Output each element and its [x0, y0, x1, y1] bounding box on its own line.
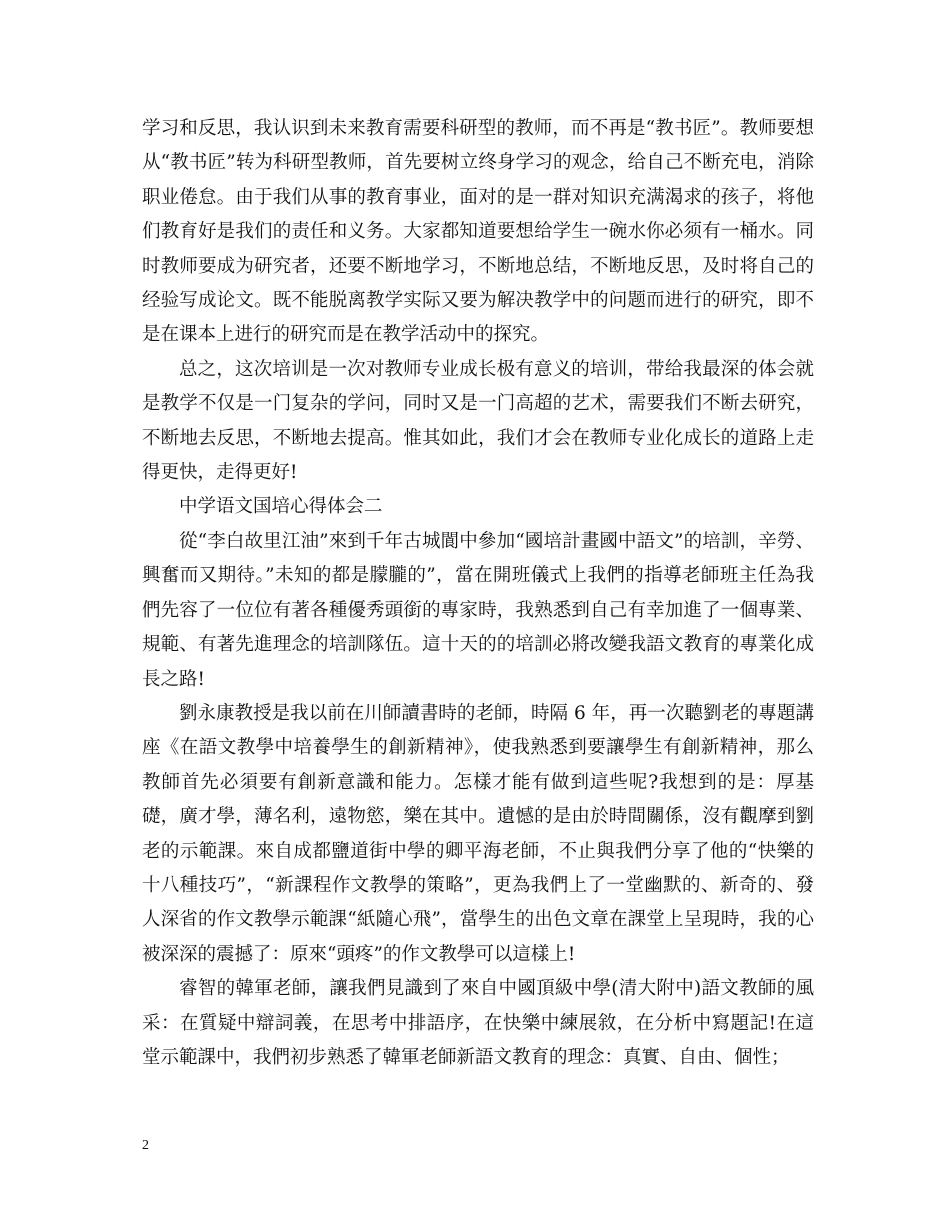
paragraph-5: 睿智的韓軍老師，讓我們見識到了來自中國頂級中學(清大附中)語文教師的風采：在質疑中辯詞義，在思考中排語序，在快樂中練展敘，在分析中寫題記!在這堂示範課中，我們初步熟悉了韓軍老師新語文教育的理念：真實、自由、個性；	[142, 978, 814, 1068]
section-heading: 中学语文国培心得体会二	[179, 496, 383, 518]
page-number: 2	[142, 1138, 149, 1153]
paragraph-3: 從“李白故里江油”來到千年古城閬中參加“國培計畫國中語文”的培訓，辛勞、興奮而又期待。”未知的都是朦朧的”，當在開班儀式上我們的指導老師班主任為我們先容了一位位有著各種優秀頭銜的專家時，我熟悉到自己有幸加進了一個專業、規範、有著先進理念的培訓隊伍。這十天的的培訓必將改變我語文教育的專業化成長之路!	[142, 530, 814, 690]
document-body	[142, 112, 814, 1075]
paragraph-2: 总之，这次培训是一次对教师专业成长极有意义的培训，带给我最深的体会就是教学不仅是一门复杂的学问，同时又是一门高超的艺术，需要我们不断去研究，不断地去反思，不断地去提高。惟其如此，我们才会在教师专业化成长的道路上走得更快，走得更好!	[142, 358, 814, 484]
paragraph-4: 劉永康教授是我以前在川師讀書時的老師，時隔 6 年，再一次聽劉老的專題講座《在語文教學中培養學生的創新精神》，使我熟悉到要讓學生有創新精神，那么教師首先必須要有創新意識和能力。怎樣才能有做到這些呢?我想到的是：厚基礎，廣才學，薄名利，遠物慾，樂在其中。遺憾的是由於時間關係，沒有觀摩到劉老的示範課。來自成都鹽道街中學的卿平海老師，不止與我們分享了他的“快樂的十八種技巧”，“新課程作文教學的策略”，更為我們上了一堂幽默的、新奇的、發人深省的作文教學示範課“紙隨心飛”，當學生的出色文章在課堂上呈現時，我的心被深深的震撼了：原來“頭疼”的作文教學可以這樣上!	[142, 702, 814, 965]
paragraph-1: 学习和反思，我认识到未来教育需要科研型的教师，而不再是“教书匠”。教师要想从“教书匠”转为科研型教师，首先要树立终身学习的观念，给自己不断充电，消除职业倦怠。由于我们从事的教育事业，面对的是一群对知识充满渴求的孩子，将他们教育好是我们的责任和义务。大家都知道要想给学生一碗水你必须有一桶水。同时教师要成为研究者，还要不断地学习，不断地总结，不断地反思，及时将自己的经验写成论文。既不能脱离教学实际又要为解决教学中的问题而进行的研究，即不是在课本上进行的研究而是在教学活动中的探究。	[142, 118, 814, 346]
